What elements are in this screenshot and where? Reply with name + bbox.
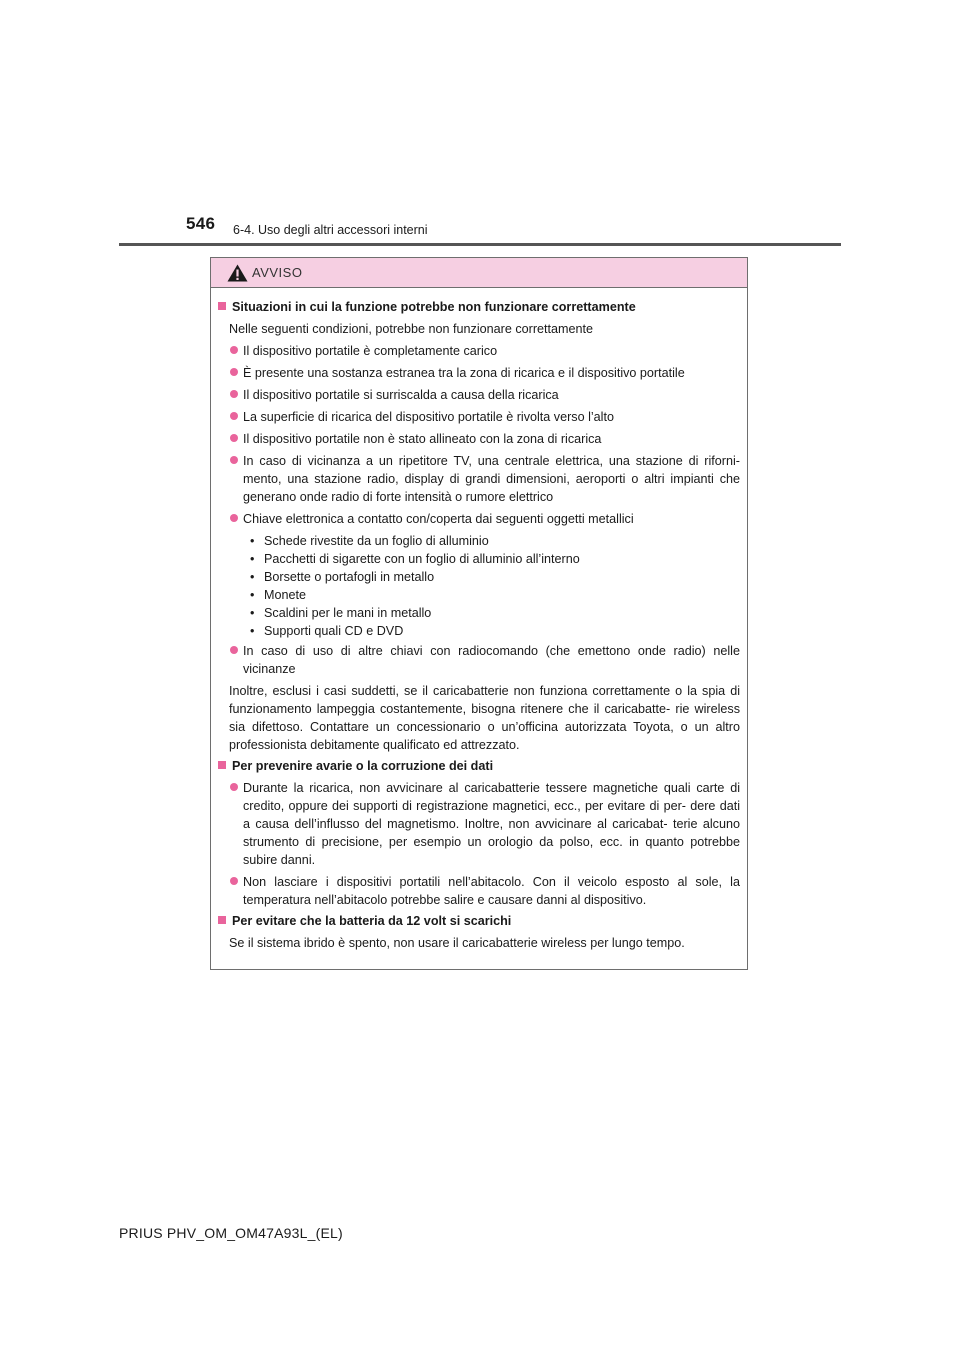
sublist — [218, 532, 740, 640]
circle-bullet-icon — [230, 412, 238, 420]
sublist-item-text: Scaldini per le mani in metallo — [264, 606, 432, 620]
square-bullet-icon — [218, 302, 226, 310]
section-intro: Se il sistema ibrido è spento, non usare il caricabatterie wireless per lungo tempo. — [229, 936, 685, 950]
warning-title: AVVISO — [252, 265, 303, 280]
footer-doc-code: PRIUS PHV_OM_OM47A93L_(EL) — [119, 1225, 343, 1241]
section-heading-text: Situazioni in cui la funzione potrebbe non funzionare correttamente — [232, 300, 636, 314]
sublist-item-text: Monete — [264, 588, 307, 602]
sublist-item — [250, 550, 740, 568]
circle-bullet-icon — [230, 456, 238, 464]
list-item-text: Durante la ricarica, non avvicinare al caricabatterie tessere magnetiche quali carte di credito, oppure dei supporti di registrazione magnetici, ecc., per evitare di per- dere dati a causa dell’influsso del magnetismo. Inoltre, non avvicinare al caricabat- terie alcuno strumento di precisione, per esempio un orologio da polso, ecc. in quanto potrebbe subire danni. — [243, 781, 740, 867]
square-bullet-icon — [218, 916, 226, 924]
list-item-text: Il dispositivo portatile è completamente carico — [243, 344, 498, 358]
list-item — [218, 452, 740, 506]
sublist-item-text: Pacchetti di sigarette con un foglio di alluminio all’interno — [264, 552, 580, 566]
sublist-item — [250, 586, 740, 604]
section-heading — [218, 913, 740, 929]
list-item — [218, 364, 740, 382]
section-heading — [218, 299, 740, 315]
list-item — [218, 779, 740, 869]
circle-bullet-icon — [230, 390, 238, 398]
circle-bullet-icon — [230, 646, 238, 654]
warning-header — [211, 258, 747, 288]
sublist-marker: • — [250, 570, 255, 584]
list-item-text: Il dispositivo portatile si surriscalda a causa della ricarica — [243, 388, 559, 402]
warning-box — [210, 257, 748, 970]
section-heading — [218, 758, 740, 774]
circle-bullet-icon — [230, 877, 238, 885]
sublist-item — [250, 604, 740, 622]
list-item — [218, 386, 740, 404]
section-intro: Nelle seguenti condizioni, potrebbe non funzionare correttamente — [229, 322, 594, 336]
list-item — [218, 342, 740, 360]
sublist-item — [250, 568, 740, 586]
list-item-text: Non lasciare i dispositivi portatili nell’abitacolo. Con il veicolo esposto al sole, la temperatura nell’abitacolo potrebbe salire e causare danni al dispositivo. — [243, 875, 740, 907]
sublist-item — [250, 622, 740, 640]
circle-bullet-icon — [230, 434, 238, 442]
circle-bullet-icon — [230, 783, 238, 791]
list-item-text: Chiave elettronica a contatto con/coperta dai seguenti oggetti metallici — [243, 512, 634, 526]
list-item-text: La superficie di ricarica del dispositivo portatile è rivolta verso l’alto — [243, 410, 614, 424]
sublist-item-text: Schede rivestite da un foglio di alluminio — [264, 534, 489, 548]
circle-bullet-icon — [230, 514, 238, 522]
section-closing: Inoltre, esclusi i casi suddetti, se il caricabatterie non funziona correttamente o la spia di funzionamento lampeggia costantemente, bisogna ritenere che il caricabatte- rie wireless sia difettoso. Contattare un concessionario o un’officina autorizzata Toyota, o un altro professionista debitamente qualificato ed attrezzato. — [229, 684, 740, 752]
sublist-marker: • — [250, 552, 255, 566]
list-item-text: In caso di uso di altre chiavi con radiocomando (che emettono onde radio) nelle vicinanze — [243, 644, 740, 676]
sublist-marker: • — [250, 588, 255, 602]
list-item — [218, 408, 740, 426]
square-bullet-icon — [218, 761, 226, 769]
sublist-marker: • — [250, 624, 255, 638]
list-item — [218, 642, 740, 678]
list-item-text: È presente una sostanza estranea tra la zona di ricarica e il dispositivo portatile — [243, 366, 685, 380]
sublist-item-text: Supporti quali CD e DVD — [264, 624, 404, 638]
sublist-marker: • — [250, 606, 255, 620]
list-item — [218, 873, 740, 909]
page-number: 546 — [186, 214, 216, 233]
circle-bullet-icon — [230, 346, 238, 354]
section-heading-text: Per evitare che la batteria da 12 volt si scarichi — [232, 914, 512, 928]
list-item-text: Il dispositivo portatile non è stato allineato con la zona di ricarica — [243, 432, 602, 446]
list-item-text: In caso di vicinanza a un ripetitore TV, una centrale elettrica, una stazione di riforni- mento, una stazione radio, display di grandi dimensioni, aeroporti o altri impianti che generano onde radio di forte intensità o rumore elettrico — [243, 454, 740, 504]
circle-bullet-icon — [230, 368, 238, 376]
sublist-item — [250, 532, 740, 550]
warning-body — [211, 288, 747, 952]
sublist-marker: • — [250, 534, 255, 548]
section-heading-text: Per prevenire avarie o la corruzione dei dati — [232, 759, 494, 773]
list-item — [218, 510, 740, 528]
section-title: 6-4. Uso degli altri accessori interni — [233, 223, 428, 237]
sublist-item-text: Borsette o portafogli in metallo — [264, 570, 435, 584]
list-item — [218, 430, 740, 448]
header-rule — [119, 243, 841, 246]
warning-triangle-icon — [227, 264, 248, 282]
